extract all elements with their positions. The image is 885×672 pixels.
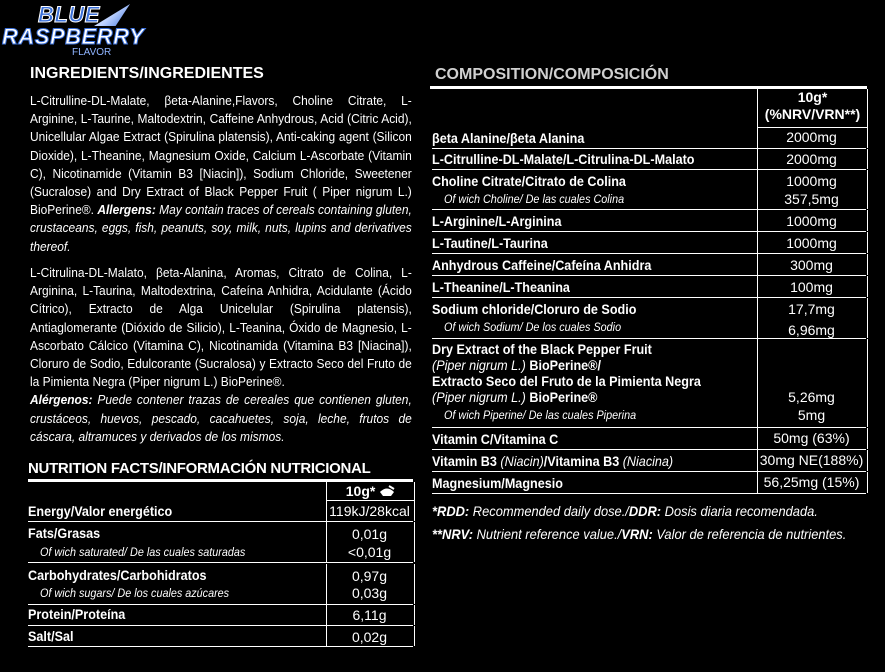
composition-row-taurine (432, 232, 866, 254)
composition-value: 1000mg (786, 213, 837, 229)
scoop-icon (379, 485, 395, 497)
composition-label: L-Tautine/L-Taurina (432, 235, 548, 251)
nutrition-row-protein (28, 605, 413, 626)
composition-value: 50mg (63%) (773, 430, 850, 446)
composition-row-vitamin-c (432, 428, 866, 450)
composition-label: Choline Citrate/Citrato de Colina (432, 173, 626, 189)
composition-value: 2000mg (786, 129, 837, 145)
composition-title: COMPOSITION/COMPOSICIÓN (435, 66, 669, 83)
composition-label-line3: Extracto Seco del Fruto de la Pimienta Negra (432, 373, 701, 389)
composition-value: 17,7mg (788, 301, 835, 317)
nutrition-row-energy (28, 501, 413, 522)
allergens-label-es: Alérgenos: (30, 392, 93, 408)
footnote-text: Valor de referencia de nutrientes. (652, 526, 847, 542)
nutrition-label: Protein/Proteína (28, 606, 126, 622)
composition-head-nrv: (%NRV/VRN**) (764, 106, 861, 122)
footnote-nrv (432, 526, 846, 542)
nutrition-sub-value: 0,03g (351, 585, 388, 601)
nutrition-sub-value: <0,01g (347, 544, 392, 560)
composition-row-citrulline (432, 149, 866, 170)
composition-header (757, 89, 868, 128)
ingredients-english-text: L-Citrulline-DL-Malate, βeta-Alanine,Flavors, Choline Citrate, L-Arginine, L-Taurine, Maltodextrin, Caffeine Anhydrous, Acid (Citric Acid), Unicellular Algae Extract (Spirulina platensis), Anti-caking agent (Silicon Dioxide), L-Theanine, Magnesium Oxide, Calcium L-Ascorbate (Vitamin C), Nicotinamide (Vitamin B3 [Niacin]), Sodium Chloride, Sweetener (Sucralose) and Dry Extract of Black Pepper Fruit ( Piper nigrum L.) BioPerine®. (30, 93, 412, 218)
nutrition-row-salt (28, 626, 413, 647)
composition-sub-label: Of wich Sodium/ De los cuales Sodio (444, 320, 622, 334)
composition-label-line1: Dry Extract of the Black Pepper Fruit (432, 341, 652, 357)
nutrition-value: 119kJ/28kcal (329, 503, 410, 519)
composition-sub-value: 6,96mg (788, 322, 835, 338)
composition-row-vitamin-b3 (432, 450, 866, 472)
composition-label-line4 (432, 389, 597, 405)
label-part: (Niacina) (622, 453, 674, 469)
composition-row-sodium-chloride (432, 298, 866, 339)
label-part: Vitamin B3 (432, 453, 501, 469)
trademark-name: BioPerine® (525, 389, 598, 405)
ingredients-spanish-text: L-Citrulina-DL-Malato, βeta-Alanina, Aromas, Citrato de Colina, L-Arginina, L-Taurina, Maltodextrina, Cafeína Anhidra, Acidulante (Ácido Cítrico), Extracto de Alga Unicelular (Spirulina platensis), Antiaglomerante (Dióxido de Silicio), L-Teanina, Óxido de Magnesio, L-Ascorbato Cálcico (Vitamina C), Nicotinamida (Vitamina B3 [Niacina]), Cloruro de Sodio, Edulcorante (Sucralosa) y Extracto Seco del Fruto de la Pimienta Negra (Piper nigrum L.) BioPerine®. (30, 265, 412, 390)
composition-value: 1000mg (786, 173, 837, 189)
composition-row-black-pepper (432, 339, 866, 428)
composition-label: Magnesium/Magnesio (432, 475, 563, 491)
composition-head-serving: 10g* (797, 89, 828, 105)
composition-value: 30mg NE(188%) (759, 452, 864, 468)
composition-value: 100mg (790, 279, 833, 295)
composition-sub-label: Of wich Piperine/ De las cuales Piperina (444, 408, 637, 422)
composition-sub-value: 357,5mg (784, 191, 839, 207)
nutrition-label: Energy/Valor energético (28, 503, 173, 519)
composition-value: 5,26mg (788, 389, 835, 405)
nutrition-value: 0,02g (351, 629, 388, 645)
composition-row-theanine (432, 276, 866, 298)
composition-row-arginine (432, 210, 866, 232)
ingredients-spanish (30, 264, 412, 446)
composition-sub-value: 5mg (797, 407, 826, 423)
allergens-label-en: Allergens: (97, 202, 156, 218)
label-part: /Vitamina B3 (543, 453, 623, 469)
allergens-text-es: Puede contener trazas de cereales que contienen gluten, crustáceos, huevos, pescado, cacahuetes, soja, leche, frutos de cáscara, altramuces y derivados de los mismos. (30, 392, 412, 444)
composition-label: L-Theanine/L-Theanina (432, 279, 570, 295)
nutrition-label: Fats/Grasas (28, 525, 101, 541)
composition-value: 2000mg (786, 151, 837, 167)
composition-label: L-Arginine/L-Arginina (432, 213, 562, 229)
brand-flavor-logo (0, 2, 145, 58)
composition-label: βeta Alanine/βeta Alanina (432, 130, 585, 146)
nutrition-sub-label: Of wich sugars/ De los cuales azúcares (40, 586, 230, 600)
composition-row-magnesium (432, 472, 866, 494)
trademark-name: BioPerine®/ (525, 357, 601, 373)
footnote-label: VRN: (621, 526, 653, 542)
footnote-text: Dosis diaria recomendada. (661, 503, 818, 519)
composition-value: 300mg (790, 257, 833, 273)
composition-value: 1000mg (786, 235, 837, 251)
nutrition-row-fats (28, 522, 413, 563)
logo-line-3: FLAVOR (72, 47, 112, 58)
ingredients-title: INGREDIENTS/INGREDIENTES (30, 65, 264, 82)
latin-name: (Piper nigrum L.) (432, 357, 526, 373)
composition-label: Sodium chloride/Cloruro de Sodio (432, 301, 637, 317)
nutrition-sub-label: Of wich saturated/ De las cuales saturadas (40, 545, 246, 559)
footnote-label: *RDD: (432, 503, 470, 519)
composition-label: L-Citrulline-DL-Malate/L-Citrulina-DL-Malato (432, 151, 695, 167)
composition-label-line2 (432, 357, 601, 373)
serving-size: 10g* (345, 483, 376, 499)
nutrition-value: 0,01g (351, 526, 388, 542)
nutrition-value: 6,11g (352, 607, 387, 623)
nutrition-label: Carbohydrates/Carbohidratos (28, 567, 207, 583)
footnote-label: DDR: (628, 503, 662, 519)
allergens-text-en: May contain traces of cereals containing gluten, crustaceans, eggs, fish, peanuts, soy, milk, nuts, lupins and derivatives thereof. (30, 202, 412, 254)
logo-line-2: RASPBERRY (2, 24, 145, 49)
composition-row-beta-alanine (432, 128, 866, 149)
logo-line-1: BLUE (38, 2, 100, 27)
composition-value: 56,25mg (15%) (763, 474, 860, 490)
footnote-text: Nutrient reference value./ (473, 526, 622, 542)
composition-sub-label: Of wich Choline/ De las cuales Colina (444, 192, 625, 206)
nutrition-serving-header (326, 482, 415, 501)
composition-row-choline (432, 170, 866, 210)
composition-label: Vitamin C/Vitamina C (432, 431, 559, 447)
nutrition-value: 0,97g (351, 568, 388, 584)
nutrition-label: Salt/Sal (28, 628, 74, 644)
footnote-rdd (432, 503, 818, 519)
composition-label (432, 453, 673, 469)
label-part: (Niacin) (500, 453, 544, 469)
composition-row-caffeine (432, 254, 866, 276)
nutrition-row-carbohydrates (28, 564, 413, 605)
footnote-label: **NRV: (432, 526, 474, 542)
ingredients-english (30, 92, 412, 256)
nutrition-title: NUTRITION FACTS/INFORMACIÓN NUTRICIONAL (28, 460, 371, 477)
footnote-text: Recommended daily dose./ (469, 503, 629, 519)
latin-name: (Piper nigrum L.) (432, 389, 526, 405)
composition-label: Anhydrous Caffeine/Cafeína Anhidra (432, 257, 652, 273)
